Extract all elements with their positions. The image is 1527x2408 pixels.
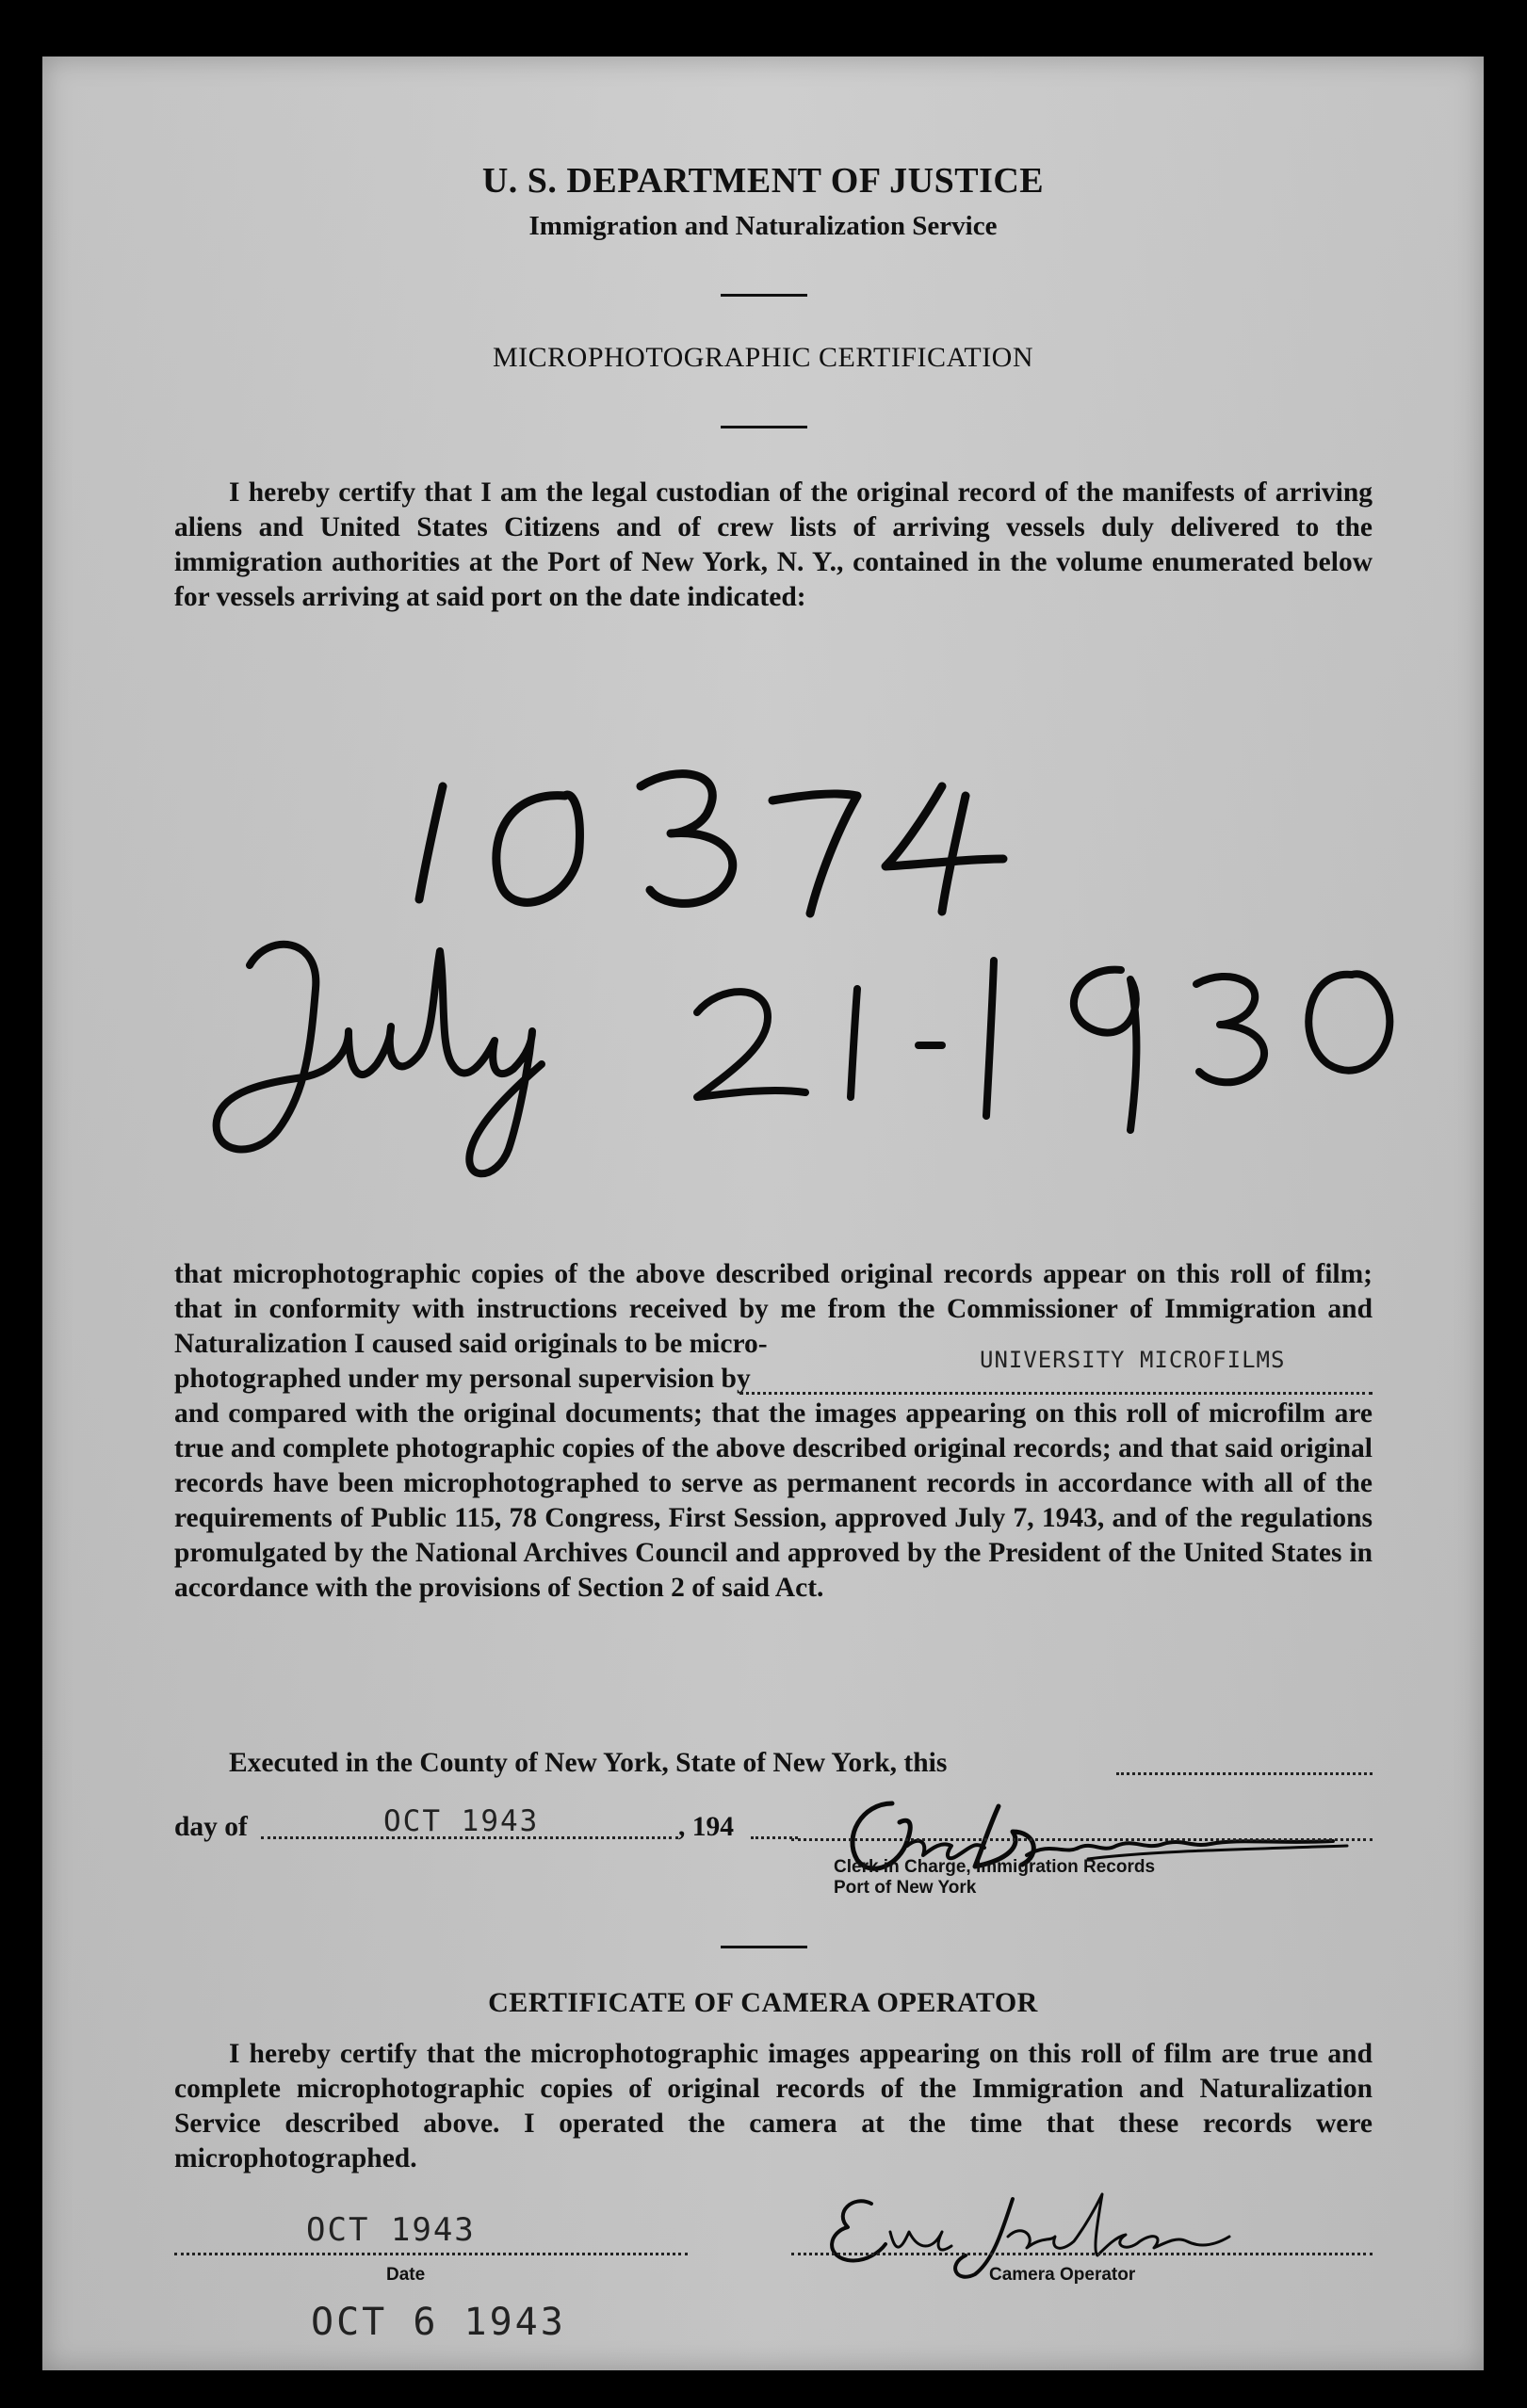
- supervision-prefix: photographed under my personal supervision by: [174, 1364, 751, 1394]
- operator-line: [791, 2253, 1373, 2255]
- agency-subtitle: Immigration and Naturalization Service: [528, 211, 998, 241]
- microfilmer-typed: UNIVERSITY MICROFILMS: [980, 1347, 1286, 1373]
- day-of-label: day of: [174, 1812, 248, 1842]
- executed-text: Executed in the County of New York, State of New York, this: [229, 1748, 948, 1778]
- clerk-title-line-2: Port of New York: [834, 1878, 977, 1898]
- bottom-date-stamp: OCT 6 1943: [311, 2301, 566, 2344]
- divider-2: [721, 426, 807, 428]
- section-title: MICROPHOTOGRAPHIC CERTIFICATION: [492, 342, 1034, 373]
- date-label: Date: [386, 2265, 426, 2285]
- camera-certificate-title: CERTIFICATE OF CAMERA OPERATOR: [488, 1987, 1038, 2018]
- signature-line: [791, 1838, 1373, 1841]
- day-of-stamp: OCT 1943: [383, 1804, 540, 1838]
- divider-3: [721, 1946, 807, 1948]
- certification-body-1: that microphotographic copies of the above described original records appear on this roll of film; that in conformity with instructions received by me from the Commissioner of Immigration and Naturalization I caused said originals to be micro-: [174, 1259, 1373, 1359]
- operator-label: Camera Operator: [989, 2265, 1136, 2285]
- executed-day-blank: [1116, 1772, 1373, 1775]
- handwritten-arrival-date: [193, 913, 1437, 1196]
- certification-intro: I hereby certify that I am the legal custodian of the original record of the manifests of arriving aliens and United States Citizens and of crew lists of arriving vessels duly delivered to the immigration authorities at the Port of New York, N. Y., contained in the volume enumerated below for vessels arriving at said port on the date indicated:: [174, 477, 1373, 612]
- clerk-title-line-1: Clerk in Charge, Immigration Records: [834, 1857, 1156, 1877]
- clerk-title: [834, 1857, 1155, 1899]
- divider-1: [721, 294, 807, 297]
- certification-body-2: and compared with the original documents; that the images appearing on this roll of microfilm are true and complete photographic copies of the above described original records; and that said original records have been microphotographed to serve as permanent records in accordance with all of the requirements of Public 115, 78 Congress, First Session, approved July 7, 1943, and of the regulations promulgated by the National Archives Council and approved by the President of the United States in accordance with the provisions of Section 2 of said Act.: [174, 1398, 1373, 1603]
- executed-line: [174, 1748, 1373, 1786]
- microfilmer-blank: [739, 1392, 1373, 1395]
- camera-date-stamp: OCT 1943: [306, 2211, 476, 2249]
- year-label: , 194: [678, 1812, 734, 1842]
- certificate-page: [42, 57, 1484, 2370]
- day-of-line: [174, 1804, 815, 1850]
- handwritten-volume-number: [377, 697, 1055, 923]
- date-line: [174, 2253, 688, 2255]
- page-title: U. S. DEPARTMENT OF JUSTICE: [481, 161, 1045, 201]
- camera-certificate-body: I hereby certify that the microphotographic images appearing on this roll of film are true and complete microphotographic copies of original records of the Immigration and Naturalization Service described above. I operated the camera at the time that these records were microphotographed.: [174, 2039, 1373, 2174]
